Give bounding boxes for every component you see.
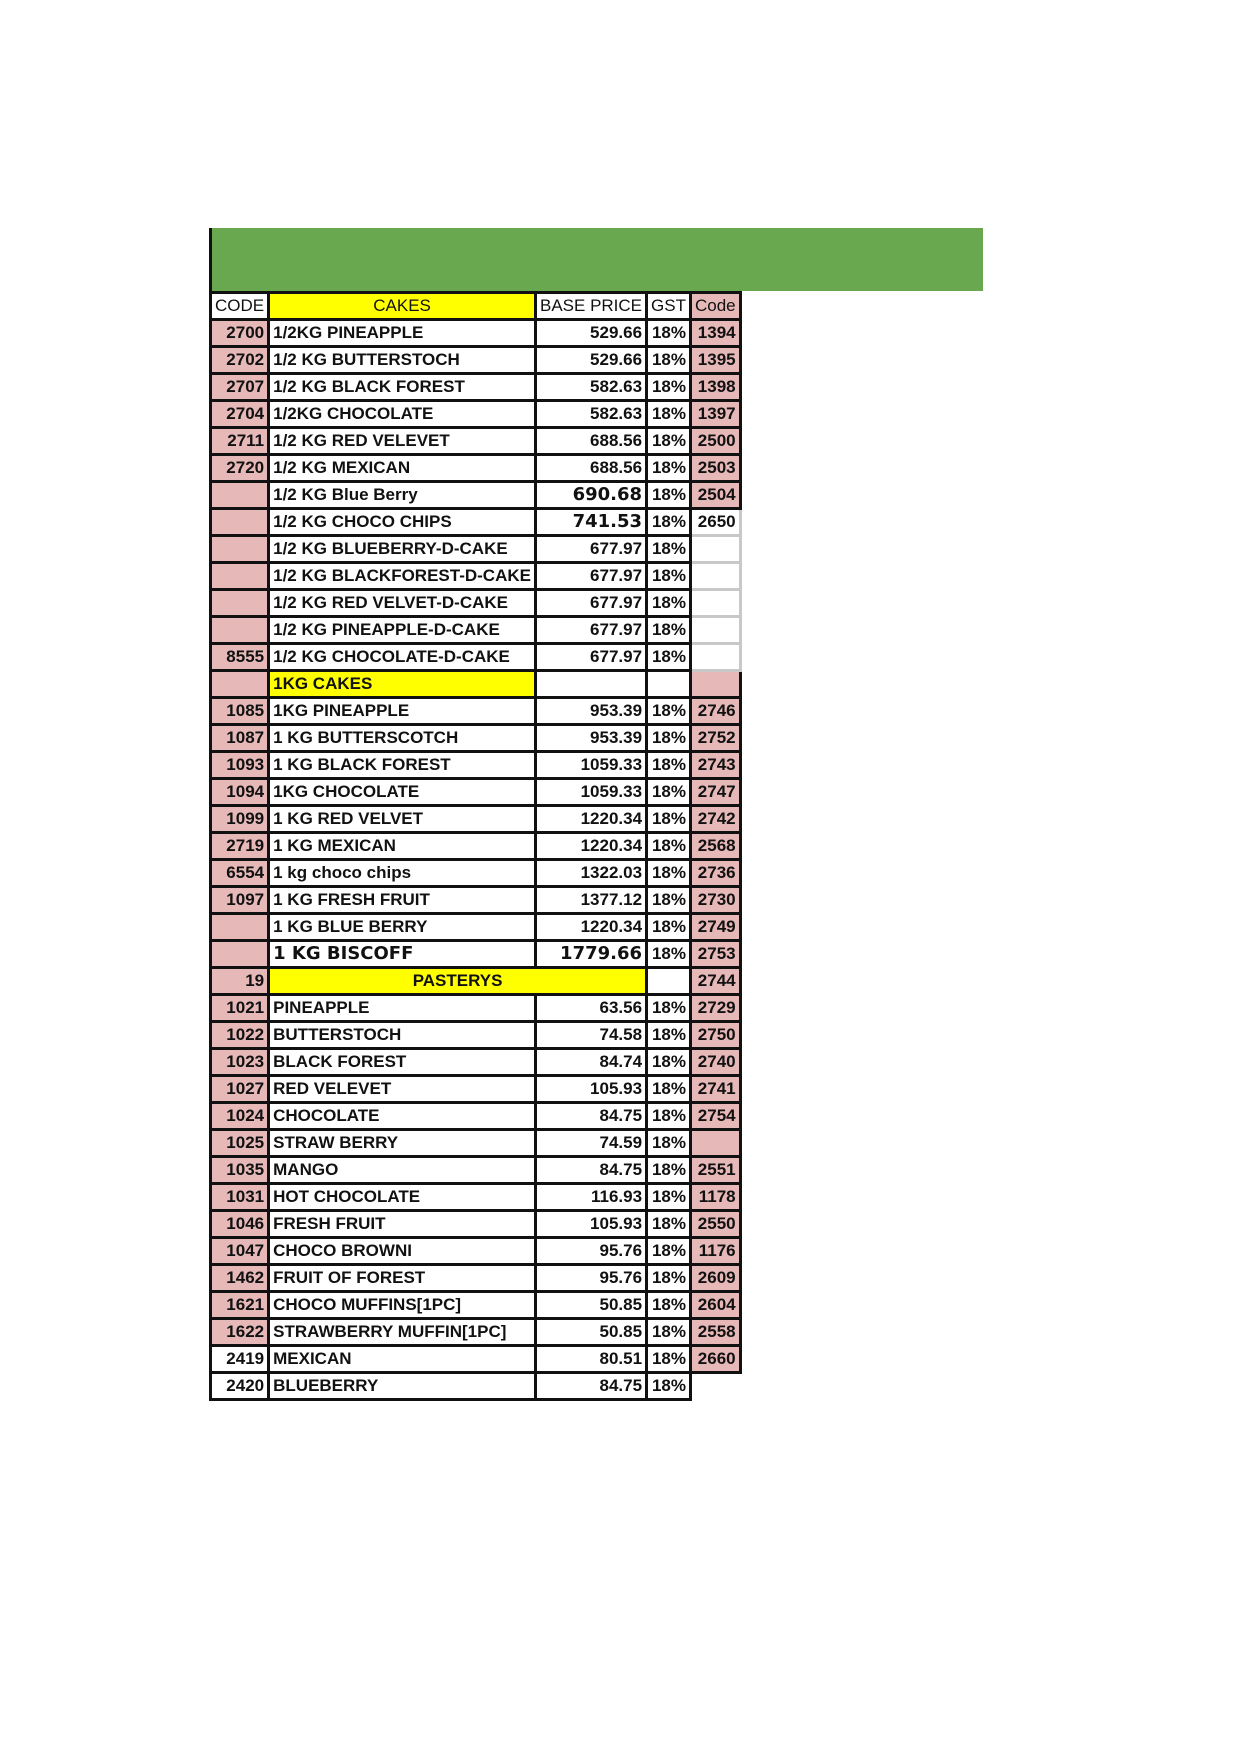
item-base-price: 1322.03 xyxy=(535,860,646,887)
item-base-price: 50.85 xyxy=(535,1292,646,1319)
item-base-price: 1220.34 xyxy=(535,914,646,941)
item-gst: 18% xyxy=(647,779,691,806)
item-code: 1035 xyxy=(211,1157,269,1184)
item-code2: 1398 xyxy=(690,374,740,401)
item-code: 2420 xyxy=(211,1373,269,1400)
section-row-1kg xyxy=(211,671,741,698)
item-base-price: 741.53 xyxy=(535,509,646,536)
table-row xyxy=(211,914,741,941)
table-row xyxy=(211,1157,741,1184)
item-base-price: 953.39 xyxy=(535,725,646,752)
item-name: 1 kg choco chips xyxy=(269,860,536,887)
table-row xyxy=(211,779,741,806)
item-name: 1 KG FRESH FRUIT xyxy=(269,887,536,914)
item-gst: 18% xyxy=(647,590,691,617)
item-name: 1/2 KG CHOCOLATE-D-CAKE xyxy=(269,644,536,671)
item-name: 1/2 KG PINEAPPLE-D-CAKE xyxy=(269,617,536,644)
item-code: 2700 xyxy=(211,320,269,347)
item-code xyxy=(211,617,269,644)
item-code2: 2754 xyxy=(690,1103,740,1130)
section-code xyxy=(211,671,269,698)
header-base-price: BASE PRICE xyxy=(535,293,646,320)
table-row xyxy=(211,590,741,617)
item-name: BLACK FOREST xyxy=(269,1049,536,1076)
item-gst: 18% xyxy=(647,1157,691,1184)
item-base-price: 84.74 xyxy=(535,1049,646,1076)
item-code2: 2504 xyxy=(690,482,740,509)
item-name: FRUIT OF FOREST xyxy=(269,1265,536,1292)
item-code2: 2660 xyxy=(690,1346,740,1373)
item-base-price: 84.75 xyxy=(535,1373,646,1400)
item-code2: 2746 xyxy=(690,698,740,725)
item-name: CHOCO BROWNI xyxy=(269,1238,536,1265)
item-base-price: 1377.12 xyxy=(535,887,646,914)
item-code: 8555 xyxy=(211,644,269,671)
item-code: 1099 xyxy=(211,806,269,833)
section-row-pastry xyxy=(211,968,741,995)
item-base-price: 690.68 xyxy=(535,482,646,509)
item-gst: 18% xyxy=(647,698,691,725)
item-name: CHOCOLATE xyxy=(269,1103,536,1130)
item-code2: 2609 xyxy=(690,1265,740,1292)
item-base-price: 582.63 xyxy=(535,401,646,428)
table-row xyxy=(211,1184,741,1211)
item-gst: 18% xyxy=(647,1319,691,1346)
item-gst: 18% xyxy=(647,725,691,752)
item-code: 1046 xyxy=(211,1211,269,1238)
item-code2: 2753 xyxy=(690,941,740,968)
table-row xyxy=(211,806,741,833)
item-code2: 2749 xyxy=(690,914,740,941)
item-code2 xyxy=(690,590,740,617)
item-code: 1024 xyxy=(211,1103,269,1130)
table-row xyxy=(211,428,741,455)
item-code: 1097 xyxy=(211,887,269,914)
section-code2 xyxy=(690,671,740,698)
item-code2 xyxy=(690,644,740,671)
item-name: 1 KG BUTTERSCOTCH xyxy=(269,725,536,752)
item-code2: 2503 xyxy=(690,455,740,482)
item-base-price: 688.56 xyxy=(535,455,646,482)
item-name: 1/2KG PINEAPPLE xyxy=(269,320,536,347)
item-base-price: 116.93 xyxy=(535,1184,646,1211)
item-name: 1/2 KG CHOCO CHIPS xyxy=(269,509,536,536)
item-base-price: 677.97 xyxy=(535,617,646,644)
header-gst: GST xyxy=(647,293,691,320)
item-name: CHOCO MUFFINS[1PC] xyxy=(269,1292,536,1319)
item-gst: 18% xyxy=(647,1265,691,1292)
item-base-price: 529.66 xyxy=(535,320,646,347)
table-row xyxy=(211,860,741,887)
item-code: 1025 xyxy=(211,1130,269,1157)
table-row xyxy=(211,1373,741,1400)
item-code2: 2743 xyxy=(690,752,740,779)
table-row xyxy=(211,1346,741,1373)
table-row xyxy=(211,1238,741,1265)
item-code2 xyxy=(690,536,740,563)
header-row xyxy=(211,293,741,320)
item-name: 1 KG MEXICAN xyxy=(269,833,536,860)
item-code: 2707 xyxy=(211,374,269,401)
table-row xyxy=(211,1319,741,1346)
item-code2: 2551 xyxy=(690,1157,740,1184)
table-row xyxy=(211,887,741,914)
item-code xyxy=(211,941,269,968)
item-gst: 18% xyxy=(647,401,691,428)
item-name: RED VELEVET xyxy=(269,1076,536,1103)
item-code2: 2729 xyxy=(690,995,740,1022)
item-name: 1/2 KG Blue Berry xyxy=(269,482,536,509)
item-gst: 18% xyxy=(647,833,691,860)
item-name: 1/2 KG BLUEBERRY-D-CAKE xyxy=(269,536,536,563)
item-gst: 18% xyxy=(647,806,691,833)
table-row xyxy=(211,644,741,671)
item-code xyxy=(211,590,269,617)
item-gst: 18% xyxy=(647,1130,691,1157)
item-code xyxy=(211,482,269,509)
item-code2: 2550 xyxy=(690,1211,740,1238)
item-name: STRAW BERRY xyxy=(269,1130,536,1157)
table-row xyxy=(211,482,741,509)
table-row xyxy=(211,1292,741,1319)
table-row xyxy=(211,1130,741,1157)
item-code: 2720 xyxy=(211,455,269,482)
title-band xyxy=(209,228,983,291)
section-title-pastry: PASTERYS xyxy=(269,968,647,995)
item-base-price: 95.76 xyxy=(535,1238,646,1265)
item-code2: 2500 xyxy=(690,428,740,455)
item-name: 1KG CHOCOLATE xyxy=(269,779,536,806)
item-code2: 1397 xyxy=(690,401,740,428)
item-name: BUTTERSTOCH xyxy=(269,1022,536,1049)
price-table xyxy=(209,291,742,1401)
item-gst: 18% xyxy=(647,914,691,941)
item-code: 1085 xyxy=(211,698,269,725)
section-gst xyxy=(647,671,691,698)
item-code: 2419 xyxy=(211,1346,269,1373)
table-row xyxy=(211,1211,741,1238)
table-row xyxy=(211,455,741,482)
item-base-price: 50.85 xyxy=(535,1319,646,1346)
item-gst: 18% xyxy=(647,941,691,968)
table-row xyxy=(211,833,741,860)
item-code2: 2742 xyxy=(690,806,740,833)
item-gst: 18% xyxy=(647,509,691,536)
item-gst: 18% xyxy=(647,995,691,1022)
table-row xyxy=(211,509,741,536)
item-gst: 18% xyxy=(647,320,691,347)
table-row xyxy=(211,401,741,428)
item-name: 1/2 KG BLACK FOREST xyxy=(269,374,536,401)
item-code xyxy=(211,536,269,563)
item-name: 1/2KG CHOCOLATE xyxy=(269,401,536,428)
item-gst: 18% xyxy=(647,1049,691,1076)
item-gst: 18% xyxy=(647,428,691,455)
item-name: 1 KG RED VELVET xyxy=(269,806,536,833)
item-gst: 18% xyxy=(647,752,691,779)
item-code2: 1178 xyxy=(690,1184,740,1211)
item-gst: 18% xyxy=(647,563,691,590)
table-row xyxy=(211,698,741,725)
item-code: 1021 xyxy=(211,995,269,1022)
table-row xyxy=(211,563,741,590)
table-row xyxy=(211,752,741,779)
item-gst: 18% xyxy=(647,1184,691,1211)
item-code: 1621 xyxy=(211,1292,269,1319)
table-row xyxy=(211,725,741,752)
item-gst: 18% xyxy=(647,1238,691,1265)
item-gst: 18% xyxy=(647,1211,691,1238)
item-code2: 2730 xyxy=(690,887,740,914)
item-base-price: 688.56 xyxy=(535,428,646,455)
item-code: 1047 xyxy=(211,1238,269,1265)
item-gst: 18% xyxy=(647,644,691,671)
item-code: 1023 xyxy=(211,1049,269,1076)
item-base-price: 677.97 xyxy=(535,536,646,563)
item-code: 2719 xyxy=(211,833,269,860)
item-code: 1093 xyxy=(211,752,269,779)
item-code2: 2740 xyxy=(690,1049,740,1076)
item-code2: 2741 xyxy=(690,1076,740,1103)
item-name: BLUEBERRY xyxy=(269,1373,536,1400)
item-name: 1 KG BLACK FOREST xyxy=(269,752,536,779)
item-gst: 18% xyxy=(647,374,691,401)
section-price xyxy=(535,671,646,698)
item-gst: 18% xyxy=(647,1103,691,1130)
item-base-price: 105.93 xyxy=(535,1076,646,1103)
table-row xyxy=(211,1076,741,1103)
item-gst: 18% xyxy=(647,1373,691,1400)
item-code xyxy=(211,509,269,536)
item-code xyxy=(211,563,269,590)
item-code: 1027 xyxy=(211,1076,269,1103)
item-base-price: 1059.33 xyxy=(535,779,646,806)
item-name: 1/2 KG MEXICAN xyxy=(269,455,536,482)
item-base-price: 74.59 xyxy=(535,1130,646,1157)
section-code2: 2744 xyxy=(690,968,740,995)
item-code2 xyxy=(690,1130,740,1157)
item-code2 xyxy=(690,617,740,644)
item-gst: 18% xyxy=(647,1076,691,1103)
item-name: 1/2 KG BUTTERSTOCH xyxy=(269,347,536,374)
item-name: 1/2 KG RED VELVET-D-CAKE xyxy=(269,590,536,617)
item-base-price: 74.58 xyxy=(535,1022,646,1049)
item-code: 1087 xyxy=(211,725,269,752)
item-code: 1022 xyxy=(211,1022,269,1049)
table-row xyxy=(211,995,741,1022)
section-code: 19 xyxy=(211,968,269,995)
table-row xyxy=(211,1103,741,1130)
table-row xyxy=(211,536,741,563)
item-base-price: 953.39 xyxy=(535,698,646,725)
item-base-price: 1220.34 xyxy=(535,833,646,860)
table-row xyxy=(211,1265,741,1292)
item-base-price: 677.97 xyxy=(535,563,646,590)
item-base-price: 677.97 xyxy=(535,644,646,671)
item-base-price: 84.75 xyxy=(535,1157,646,1184)
table-row xyxy=(211,617,741,644)
item-name: 1 KG BLUE BERRY xyxy=(269,914,536,941)
item-code: 1622 xyxy=(211,1319,269,1346)
item-code2: 2650 xyxy=(690,509,740,536)
header-cakes: CAKES xyxy=(269,293,536,320)
item-name: 1/2 KG RED VELEVET xyxy=(269,428,536,455)
section-gst xyxy=(647,968,691,995)
item-base-price: 95.76 xyxy=(535,1265,646,1292)
item-gst: 18% xyxy=(647,1292,691,1319)
item-code: 1031 xyxy=(211,1184,269,1211)
item-gst: 18% xyxy=(647,347,691,374)
item-code xyxy=(211,914,269,941)
table-row xyxy=(211,1049,741,1076)
item-code: 2702 xyxy=(211,347,269,374)
item-base-price: 105.93 xyxy=(535,1211,646,1238)
item-name: MEXICAN xyxy=(269,1346,536,1373)
item-code: 2704 xyxy=(211,401,269,428)
section-title-1kg: 1KG CAKES xyxy=(269,671,536,698)
item-base-price: 63.56 xyxy=(535,995,646,1022)
item-gst: 18% xyxy=(647,617,691,644)
item-code2: 1176 xyxy=(690,1238,740,1265)
item-code2 xyxy=(690,563,740,590)
item-code: 6554 xyxy=(211,860,269,887)
item-base-price: 529.66 xyxy=(535,347,646,374)
header-code: CODE xyxy=(211,293,269,320)
item-base-price: 80.51 xyxy=(535,1346,646,1373)
item-name: MANGO xyxy=(269,1157,536,1184)
item-name: FRESH FRUIT xyxy=(269,1211,536,1238)
item-name: 1/2 KG BLACKFOREST-D-CAKE xyxy=(269,563,536,590)
item-code2: 2604 xyxy=(690,1292,740,1319)
item-gst: 18% xyxy=(647,1022,691,1049)
item-base-price: 1220.34 xyxy=(535,806,646,833)
table-row xyxy=(211,320,741,347)
item-code: 1094 xyxy=(211,779,269,806)
item-code2: 2752 xyxy=(690,725,740,752)
item-base-price: 582.63 xyxy=(535,374,646,401)
item-gst: 18% xyxy=(647,860,691,887)
item-gst: 18% xyxy=(647,887,691,914)
table-row xyxy=(211,374,741,401)
item-name: 1KG PINEAPPLE xyxy=(269,698,536,725)
item-base-price: 1779.66 xyxy=(535,941,646,968)
item-gst: 18% xyxy=(647,536,691,563)
item-code2: 2750 xyxy=(690,1022,740,1049)
item-name: PINEAPPLE xyxy=(269,995,536,1022)
item-code2: 2558 xyxy=(690,1319,740,1346)
item-code: 1462 xyxy=(211,1265,269,1292)
item-gst: 18% xyxy=(647,1346,691,1373)
item-code2 xyxy=(690,1373,740,1400)
item-name: HOT CHOCOLATE xyxy=(269,1184,536,1211)
item-code2: 2736 xyxy=(690,860,740,887)
item-code2: 2747 xyxy=(690,779,740,806)
table-row xyxy=(211,347,741,374)
item-code: 2711 xyxy=(211,428,269,455)
item-name: 1 KG BISCOFF xyxy=(269,941,536,968)
item-gst: 18% xyxy=(647,482,691,509)
item-base-price: 84.75 xyxy=(535,1103,646,1130)
item-code2: 1394 xyxy=(690,320,740,347)
item-name: STRAWBERRY MUFFIN[1PC] xyxy=(269,1319,536,1346)
item-code2: 2568 xyxy=(690,833,740,860)
header-code2: Code xyxy=(690,293,740,320)
item-code2: 1395 xyxy=(690,347,740,374)
item-base-price: 1059.33 xyxy=(535,752,646,779)
item-base-price: 677.97 xyxy=(535,590,646,617)
table-row xyxy=(211,941,741,968)
item-gst: 18% xyxy=(647,455,691,482)
table-row xyxy=(211,1022,741,1049)
